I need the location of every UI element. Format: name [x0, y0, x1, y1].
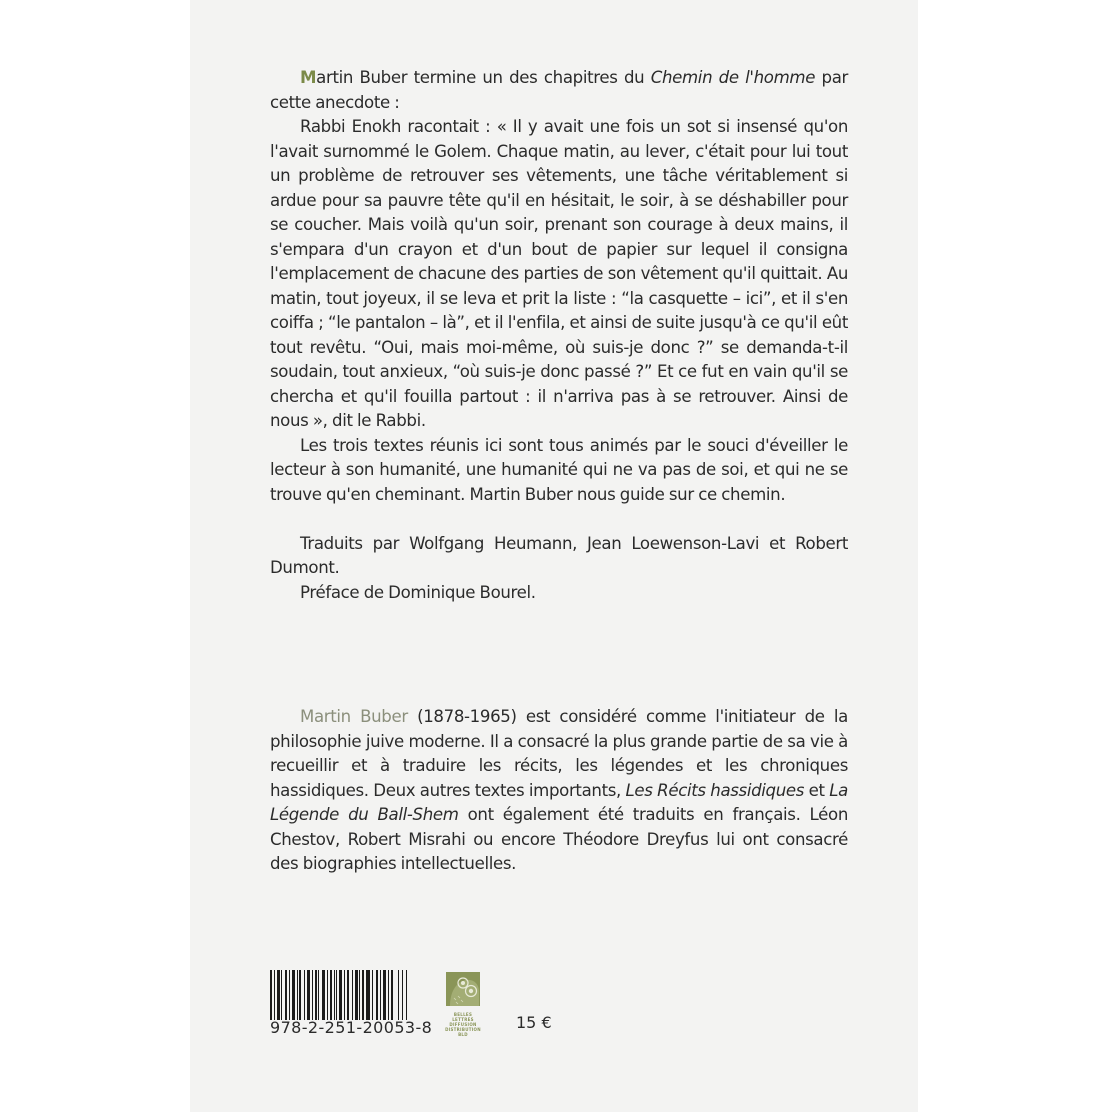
book-back-cover: [190, 0, 918, 1112]
bio-italic-title-1: Les Récits hassidiques: [625, 780, 805, 800]
preface-line: Préface de Dominique Bourel.: [300, 582, 536, 602]
owl-logo-icon: [446, 972, 480, 1006]
intro-paragraph: [270, 66, 848, 115]
publisher-name: BELLES LETTRES DIFFUSION DISTRIBUTION BLD: [445, 1012, 481, 1037]
isbn-barcode: [270, 970, 430, 1020]
translators-line: Traduits par Wolfgang Heumann, Jean Loewenson-Lavi et Robert Dumont.: [270, 533, 848, 577]
bio-text-1: (1878-1965) est considéré comme l'initiateur de la philosophie juive moderne. Il a consacré la plus grande partie de sa vie à recueillir et à traduire les récits, les légendes et les chroniques hassidiques. Deux autres textes importants,: [270, 707, 848, 800]
paragraph-gap: [270, 507, 848, 532]
isbn-number: 978-2-251-20053-8: [270, 1018, 433, 1037]
blurb-text-block: [270, 66, 848, 605]
price-label: 15 €: [516, 1013, 552, 1032]
intro-book-title: Chemin de l'homme: [650, 68, 816, 87]
intro-text-start: artin Buber termine un des chapitres du: [316, 68, 651, 87]
bio-text-2: et: [804, 780, 830, 800]
author-bio: [270, 705, 848, 877]
author-name: Martin Buber: [300, 707, 408, 726]
bio-italic-title-2: La Légende du Ball-Shem: [270, 780, 848, 824]
anecdote-paragraph: Rabbi Enokh racontait : « Il y avait une fois un sot si insensé qu'on l'avait surnommé le Golem. Chaque matin, au lever, c'était pour lui tout un problème de retrouver ses vêtements, une tâche véritablement si ardue pour sa pauvre tête qu'il en hésitait, le soir, à se déshabiller pour se coucher. Mais voilà qu'un soir, prenant son courage à deux mains, il s'empara d'un crayon et d'un bout de papier sur lequel il consigna l'emplacement de chacune des parties de son vêtement qu'il quittait. Au matin, tout joyeux, il se leva et prit la liste : “la casquette – ici”, et il s'en coiffa ; “le pantalon – là”, et il l'enfila, et ainsi de suite jusqu'à ce qu'il eût tout revêtu. “Oui, mais moi-même, où suis-je donc ?” se demanda-t-il soudain, tout anxieux, “où suis-je donc passé ?” Et ce fut en vain qu'il se chercha et qu'il fouilla partout : il n'arriva pas à se retrouver. Ainsi de nous », dit le Rabbi.: [270, 117, 848, 430]
summary-paragraph: Les trois textes réunis ici sont tous animés par le souci d'éveiller le lecteur à son humanité, une humanité qui ne va pas de soi, et qui ne se trouve qu'en cheminant. Martin Buber nous guide sur ce chemin.: [270, 435, 848, 504]
intro-text-end: par cette anecdote :: [270, 68, 848, 112]
bio-paragraph: [270, 705, 848, 877]
bio-text-3: ont également été traduits en français. Léon Chestov, Robert Misrahi ou encore Théodore Dreyfus lui ont consacré des biographies intellectuelles.: [270, 805, 848, 873]
drop-cap: M: [300, 68, 317, 87]
